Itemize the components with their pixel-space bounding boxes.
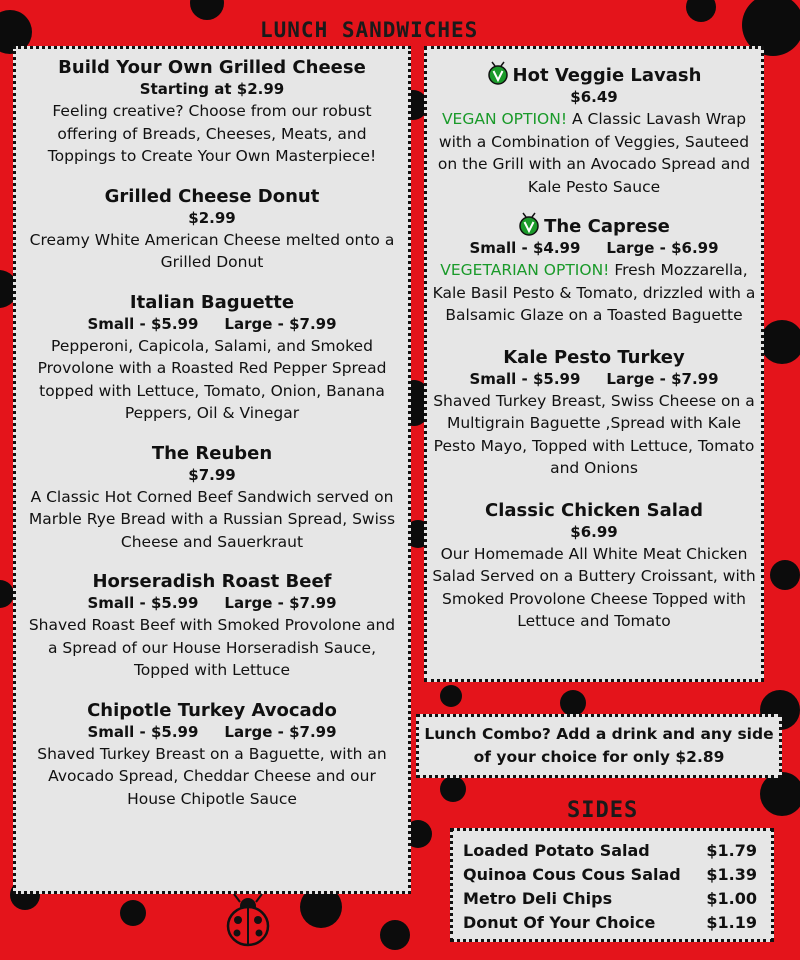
polka-dot: [0, 580, 14, 608]
description-line: offering of Breads, Cheeses, Meats, and: [57, 124, 367, 143]
side-price: $1.79: [706, 841, 757, 860]
description-line: Pepperoni, Capicola, Salami, and Smoked: [51, 336, 373, 355]
description-line: Feeling creative? Choose from our robust: [52, 102, 372, 120]
side-price: $1.39: [706, 865, 757, 884]
price-large: Large - $7.99: [224, 314, 337, 333]
list-item: [463, 911, 757, 935]
description-text: A Classic Lavash Wrap: [567, 110, 747, 128]
description-line: on the Grill with an Avocado Spread and: [437, 155, 751, 173]
description-line: Lettuce and Tomato: [517, 612, 671, 630]
item-description: [22, 335, 402, 425]
list-item: [463, 839, 757, 863]
item-name: Classic Chicken Salad: [484, 499, 703, 521]
description-line: Salad Served on a Buttery Croissant, with: [432, 567, 756, 585]
price-large: Large - $7.99: [606, 369, 719, 388]
sides-list: [450, 828, 774, 942]
item-name: Hot Veggie Lavash: [512, 65, 702, 86]
price-small: Small - $5.99: [87, 594, 199, 612]
side-name: Loaded Potato Salad: [463, 841, 650, 860]
left-menu-panel: [13, 46, 411, 894]
item-price: $6.99: [570, 522, 618, 541]
combo-line: Lunch Combo? Add a drink and any side: [424, 725, 774, 743]
description-line: Shaved Turkey Breast on a Baguette, with an: [37, 744, 387, 763]
description-text: Fresh Mozzarella,: [609, 261, 748, 279]
description-line: Creamy White American Cheese melted onto a: [29, 230, 395, 249]
polka-dot: [440, 776, 466, 802]
veggie-icon: [487, 61, 509, 85]
menu-item-chipotle-turkey-avocado: [22, 700, 402, 811]
item-name: Grilled Cheese Donut: [104, 185, 320, 207]
menu-item-kale-pesto-turkey: [431, 347, 757, 480]
item-price-sizes: [22, 593, 402, 614]
combo-line: of your choice for only $2.89: [473, 748, 725, 766]
description-line: Kale Basil Pesto & Tomato, drizzled with a: [432, 283, 756, 302]
description-line: a Spread of our House Horseradish Sauce,: [47, 638, 377, 657]
section-heading-sides: SIDES: [567, 798, 639, 823]
section-heading-lunch-sandwiches: LUNCH SANDWICHES: [260, 18, 479, 42]
description-line: Our Homemade All White Meat Chicken: [440, 544, 748, 563]
description-line: House Chipotle Sauce: [127, 789, 297, 808]
item-price-sizes: [431, 369, 757, 390]
side-price: $1.00: [706, 889, 757, 908]
list-item: [463, 887, 757, 911]
item-price-sizes: [22, 314, 402, 335]
menu-item-the-caprese: [431, 212, 757, 327]
description-line: with a Combination of Veggies, Sauteed: [438, 132, 750, 151]
polka-dot: [190, 0, 224, 20]
price-small: Small - $5.99: [87, 722, 199, 741]
description-line: topped with Lettuce, Tomato, Onion, Banana: [39, 381, 385, 400]
item-name: Chipotle Turkey Avocado: [87, 699, 337, 721]
description-line: Marble Rye Bread with a Russian Spread, Swiss: [28, 510, 396, 528]
item-description: [22, 229, 402, 274]
polka-dot: [440, 685, 462, 707]
vegetarian-option-label: VEGETARIAN OPTION!: [440, 261, 610, 279]
polka-dot: [770, 560, 800, 590]
item-name: Horseradish Roast Beef: [92, 571, 332, 592]
polka-dot: [760, 772, 800, 816]
description-line: Balsamic Glaze on a Toasted Baguette: [445, 306, 743, 324]
menu-item-build-your-own-grilled-cheese: [22, 57, 402, 168]
item-name: Italian Baguette: [129, 291, 295, 313]
description-line: Pesto Mayo, Topped with Lettuce, Tomato: [433, 436, 755, 455]
veggie-icon: [518, 212, 540, 236]
item-description: [22, 486, 402, 554]
menu-item-hot-veggie-lavash: [431, 61, 757, 198]
item-name: The Caprese: [544, 216, 670, 237]
item-name: The Reuben: [151, 442, 273, 464]
vegan-option-label: VEGAN OPTION!: [441, 110, 568, 128]
item-description: [22, 614, 402, 682]
price-small: Small - $5.99: [87, 314, 199, 333]
description-line: Provolone with a Roasted Red Pepper Spread: [37, 359, 387, 377]
side-name: Donut Of Your Choice: [463, 913, 656, 932]
list-item: [463, 863, 757, 887]
description-line: Avocado Spread, Cheddar Cheese and our: [48, 767, 376, 785]
price-small: Small - $4.99: [469, 239, 581, 257]
item-name-row: [431, 212, 757, 238]
description-line: [431, 108, 757, 131]
description-line: Multigrain Baguette ,Spread with Kale: [446, 414, 742, 432]
item-price: $2.99: [188, 208, 236, 227]
menu-item-classic-chicken-salad: [431, 500, 757, 633]
description-line: Shaved Turkey Breast, Swiss Cheese on a: [433, 391, 755, 410]
description-line: Grilled Donut: [160, 253, 264, 271]
item-name: Build Your Own Grilled Cheese: [58, 57, 366, 78]
polka-dot: [560, 690, 586, 716]
description-line: and Onions: [550, 459, 638, 477]
polka-dot: [120, 900, 146, 926]
item-price: $6.49: [570, 88, 618, 106]
description-line: Smoked Provolone Cheese Topped with: [442, 589, 746, 608]
item-price-sizes: [431, 238, 757, 259]
menu-item-italian-baguette: [22, 292, 402, 425]
price-large: Large - $6.99: [606, 239, 719, 257]
polka-dot: [686, 0, 716, 22]
ladybug-icon: [222, 892, 274, 948]
description-line: Cheese and Sauerkraut: [120, 532, 304, 551]
description-line: Toppings to Create Your Own Masterpiece!: [47, 147, 377, 165]
item-price: Starting at $2.99: [139, 80, 285, 98]
menu-item-horseradish-roast-beef: [22, 571, 402, 682]
description-line: Kale Pesto Sauce: [527, 177, 661, 196]
description-line: Shaved Roast Beef with Smoked Provolone and: [28, 616, 396, 634]
price-large: Large - $7.99: [224, 722, 337, 741]
item-name: Kale Pesto Turkey: [503, 346, 685, 368]
side-name: Quinoa Cous Cous Salad: [463, 865, 681, 884]
menu-item-grilled-cheese-donut: [22, 186, 402, 274]
item-description: [22, 743, 402, 811]
polka-dot: [760, 320, 800, 364]
side-price: $1.19: [706, 913, 757, 932]
item-description: [431, 108, 757, 198]
item-description: [431, 259, 757, 327]
item-name-row: [431, 61, 757, 87]
lunch-combo-box: [416, 714, 782, 778]
item-description: [431, 543, 757, 633]
description-line: Topped with Lettuce: [133, 661, 291, 679]
menu-item-the-reuben: [22, 443, 402, 554]
item-description: [22, 100, 402, 168]
item-price: $7.99: [188, 465, 236, 484]
item-price-sizes: [22, 722, 402, 743]
item-description: [431, 390, 757, 480]
right-menu-panel: [424, 46, 764, 682]
description-line: A Classic Hot Corned Beef Sandwich served on: [30, 487, 394, 506]
polka-dot: [380, 920, 410, 950]
price-small: Small - $5.99: [469, 369, 581, 388]
price-large: Large - $7.99: [224, 594, 337, 612]
description-line: [431, 259, 757, 282]
side-name: Metro Deli Chips: [463, 889, 613, 908]
description-line: Peppers, Oil & Vinegar: [124, 404, 300, 422]
